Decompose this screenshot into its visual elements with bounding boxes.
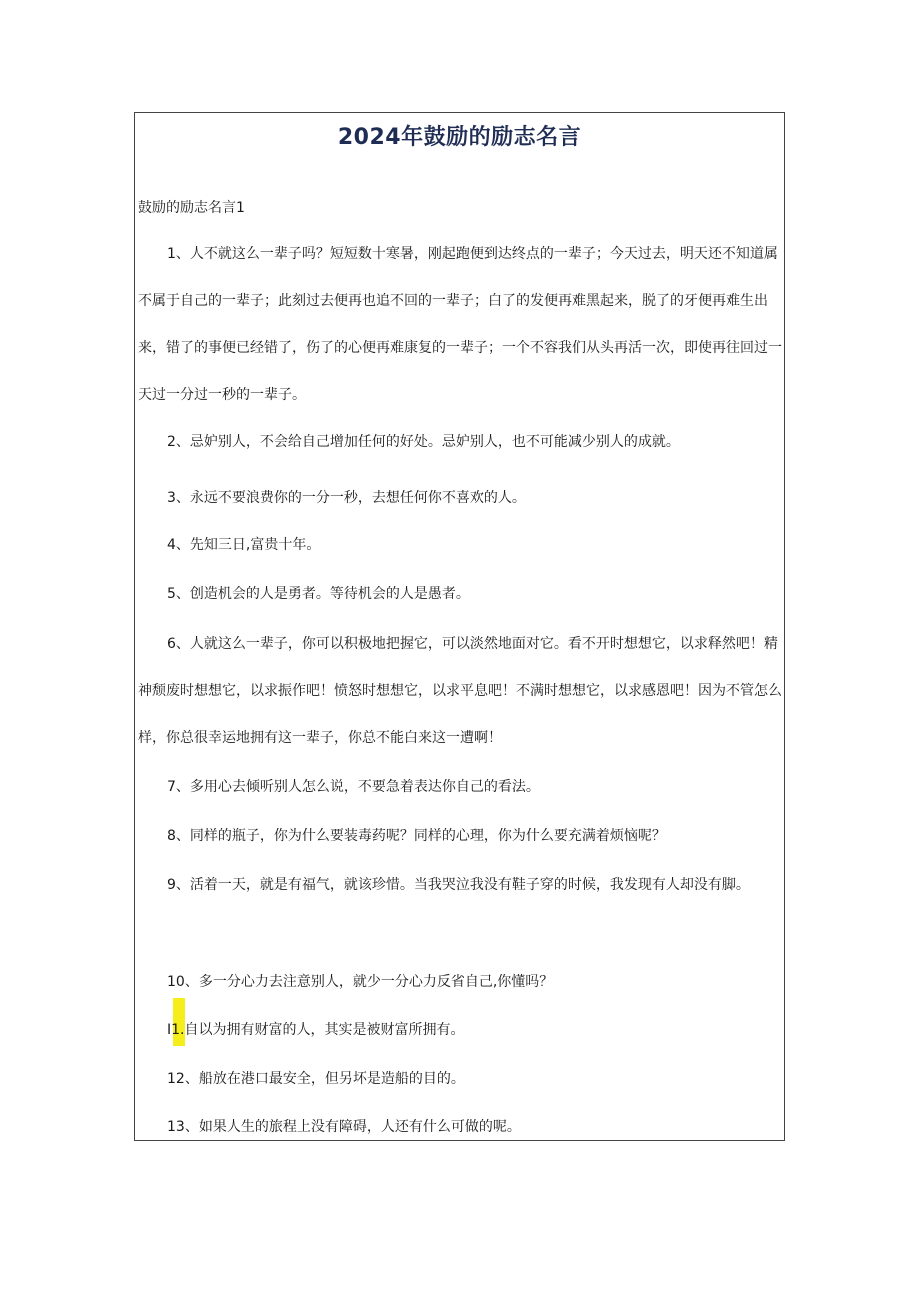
quote-text: 活着一天，就是有福气，就该珍惜。当我哭泣我没有鞋子穿的时候，我发现有人却没有脚。	[189, 877, 750, 893]
quote-number: 13、	[167, 1119, 199, 1135]
quote-item	[138, 1007, 783, 1054]
quote-number: 12、	[167, 1071, 199, 1087]
quote-text: 同样的瓶子，你为什么要装毒药呢？同样的心理，你为什么要充满着烦恼呢？	[189, 828, 666, 844]
quote-text: 自以为拥有财富的人，其实是被财富所拥有。	[184, 1022, 465, 1038]
quote-item	[138, 1056, 783, 1103]
quote-number: 10、	[167, 974, 199, 990]
quote-text: 永远不要浪费你的一分一秒，去想任何你不喜欢的人。	[189, 490, 526, 506]
section-heading: 鼓励的励志名言1	[138, 200, 245, 216]
quote-number: 8、	[167, 828, 190, 844]
quote-item	[138, 621, 783, 762]
quote-number: 2、	[167, 434, 190, 450]
document-page	[134, 112, 785, 1141]
quote-number: 4、	[167, 537, 190, 553]
quote-text: 人不就这么一辈子吗？短短数十寒暑，刚起跑便到达终点的一辈子；今天过去，明天还不知道属不属于自己的一辈子；此刻过去便再也追不回的一辈子；白了的发便再难黑起来，脱了的牙便再难生出来，错了的事便已经错了，伤了的心便再难康复的一辈子；一个不容我们从头再活一次，即使再往回过一天过一分过一秒的一辈子。	[138, 246, 782, 403]
quote-item	[138, 959, 783, 1006]
quote-number: 3、	[167, 490, 190, 506]
quote-item	[138, 1104, 783, 1141]
quote-text: 创造机会的人是勇者。等待机会的人是愚者。	[189, 586, 470, 602]
quote-item	[138, 813, 783, 860]
quote-item	[138, 475, 783, 522]
quote-item	[138, 419, 783, 466]
quote-text: 先知三日,富贵十年。	[189, 537, 321, 553]
quote-text: 如果人生的旅程上没有障碍，人还有什么可做的呢。	[198, 1119, 521, 1135]
quote-text: 多用心去倾听别人怎么说，不要急着表达你自己的看法。	[189, 779, 540, 795]
quote-number: 1、	[167, 246, 190, 262]
quote-number: I1.	[167, 1022, 185, 1038]
quote-item	[138, 571, 783, 618]
quote-number: 6、	[167, 636, 190, 652]
quote-number: 7、	[167, 779, 190, 795]
quote-text: 忌妒别人，不会给自己增加任何的好处。忌妒别人，也不可能减少别人的成就。	[189, 434, 680, 450]
quote-item	[138, 522, 783, 569]
quote-number: 5、	[167, 586, 190, 602]
quote-text: 船放在港口最安全，但另坏是造船的目的。	[198, 1071, 465, 1087]
quote-text: 人就这么一辈子，你可以积极地把握它，可以淡然地面对它。看不开时想想它，以求释然吧！精神颓废时想想它，以求振作吧！愤怒时想想它，以求平息吧！不满时想想它，以求感恩吧！因为不管怎么样，你总很幸运地拥有这一辈子，你总不能白来这一遭啊！	[138, 636, 782, 746]
quote-item	[138, 862, 783, 909]
quote-number: 9、	[167, 877, 190, 893]
quote-item	[138, 231, 783, 419]
document-title: 2024年鼓励的励志名言	[337, 125, 582, 150]
quote-text: 多一分心力去注意别人，就少一分心力反省自己,你懂吗？	[198, 974, 554, 990]
quote-item	[138, 764, 783, 811]
